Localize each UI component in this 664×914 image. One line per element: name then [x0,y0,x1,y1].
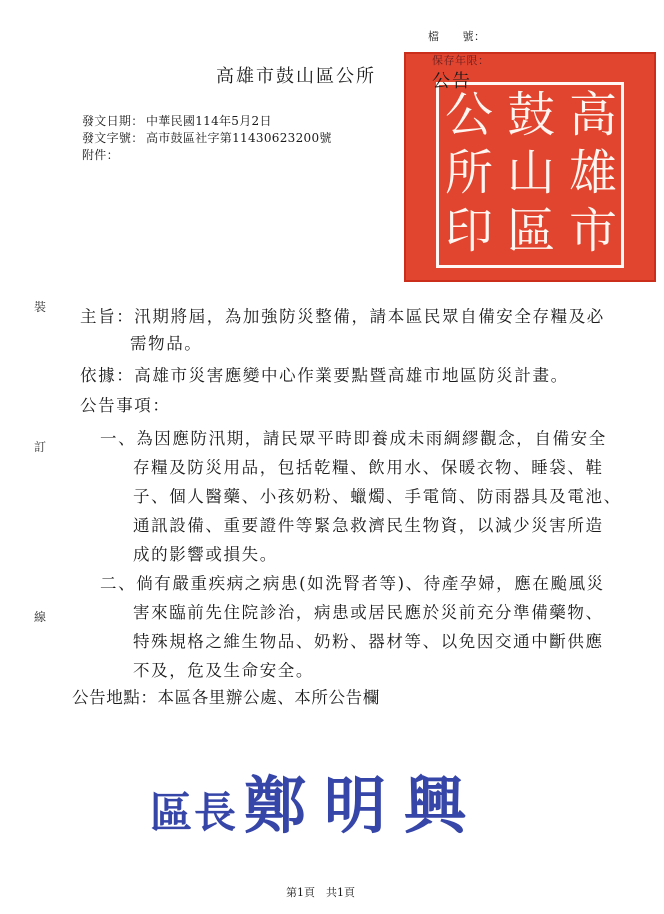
issue-date-label: 發文日期： [82,114,144,128]
retention-period-label: 保存年限： [432,54,490,67]
item1-line: 通訊設備、重要證件等緊急救濟民生物資，以減少災害所造 [133,516,604,535]
subject-line: 需物品。 [130,334,203,353]
seal-char: 印 [444,203,493,259]
seal-char: 市 [568,203,617,259]
office-title: 高雄市鼓山區公所 [216,66,376,87]
signature-name: 鄭明興 [244,769,485,842]
document-number-value: 高市鼓區社字第11430623200號 [146,131,332,145]
seal-char: 鼓 [506,87,555,143]
item2-line: 二、倘有嚴重疾病之病患(如洗腎者等)、待產孕婦，應在颱風災 [100,574,605,593]
items-heading: 公告事項： [80,396,171,415]
issue-date-row [82,112,272,129]
seal-char: 雄 [568,145,617,201]
signature-stamp [150,756,484,845]
subject-line: 主旨：汛期將屆，為加強防災整備，請本區民眾自備安全存糧及必 [80,307,605,326]
item2-line: 害來臨前先住院診治，病患或居民應於災前充分準備藥物、 [133,603,604,622]
seal-border [436,82,624,268]
basis-line: 依據：高雄市災害應變中心作業要點暨高雄市地區防災計畫。 [80,366,569,385]
page-number: 第1頁 共1頁 [286,886,355,899]
posting-location-line: 公告地點：本區各里辦公處、本所公告欄 [72,688,380,707]
item1-line: 存糧及防災用品，包括乾糧、飲用水、保暖衣物、睡袋、鞋 [133,458,604,477]
item1-line: 子、個人醫藥、小孩奶粉、蠟燭、手電筒、防雨器具及電池、 [133,487,622,506]
item1-line: 一、為因應防汛期，請民眾平時即養成未雨綢繆觀念，自備安全 [100,429,607,448]
binding-mark: 裝 [34,300,47,314]
seal-char: 所 [444,145,493,201]
binding-mark: 訂 [34,440,47,454]
notice-type: 公告 [432,71,472,92]
item2-line: 不及，危及生命安全。 [133,661,314,680]
document-number-label: 發文字號： [82,131,144,145]
item2-line: 特殊規格之維生物品、奶粉、器材等、以免因交通中斷供應 [133,632,604,651]
archive-number-label: 檔 號： [428,30,486,43]
seal-char: 山 [506,145,555,201]
issue-date-value: 中華民國114年5月2日 [146,114,272,128]
document-number-row [82,129,332,146]
seal-char: 區 [506,203,555,259]
signature-title: 區長 [150,788,239,837]
binding-mark: 線 [34,610,47,624]
attachment-row [82,146,119,163]
attachment-label: 附件： [82,148,119,162]
seal-char: 公 [444,87,493,143]
seal-char: 高 [568,87,617,143]
item1-line: 成的影響或損失。 [133,545,278,564]
